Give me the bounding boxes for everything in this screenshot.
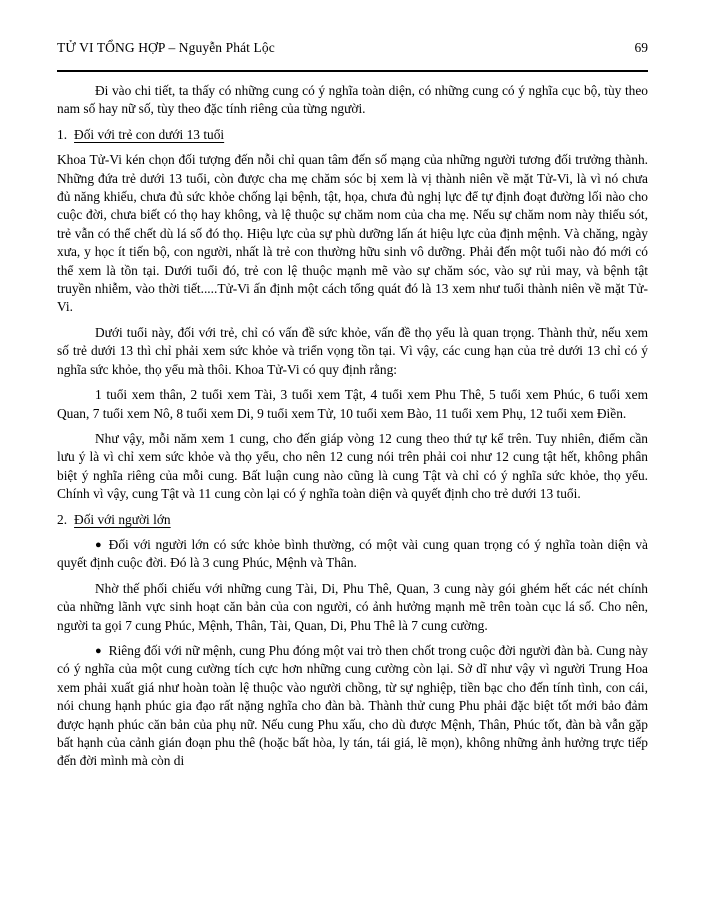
section-2-number: 2. — [57, 511, 68, 527]
page-body — [57, 82, 648, 771]
section-2-paragraph-3-text: Riêng đối với nữ mệnh, cung Phu đóng một vai trò then chốt trong cuộc đời người đàn bà. Cung này có ý nghĩa của một cung cường tích cực hơn những cung cường còn lại. Sở dĩ như vậy vì người Trung Hoa xem phải xuất giá như hoàn toàn lệ thuộc vào người chồng, từ sự nghiệp, tiền bạc cho đến tính tình, con cái, nói chung hạnh phúc gia đạo rất nặng nghĩa cho đàn bà. Thành thử cung Phu phải đặc biệt tốt mới bảo đảm được hạnh phúc căn bản của phụ nữ. Nếu cung Phu xấu, cho dù được Mệnh, Thân, Phúc tốt, đàn bà vẫn gặp bất hạnh của cảnh gián đoạn phu thê (hoặc bất hòa, ly tán, tái giá, lẽ mọn), không những ảnh hưởng trực tiếp đến đời mình mà còn di — [57, 642, 648, 769]
section-1-number: 1. — [57, 126, 68, 142]
section-1-paragraph-1: Khoa Tử-Vi kén chọn đối tượng đến nỗi chỉ quan tâm đến số mạng của những người tương đối trưởng thành. Những đứa trẻ dưới 13 tuổi, còn được cha mẹ chăm sóc bị xem là vị thành niên về mặt Tử-Vi, là vì nó chưa đủ năng khiếu, chưa đủ sức khỏe chống lại bệnh, tật, họa, chưa đủ nghị lực để tự định đoạt đường lối nào cho cuộc đời, chưa biết có thọ hay không, và lệ thuộc sự chăm nom của cha mẹ. Nếu sự chăm nom này thiếu sót, trẻ vẫn có thể chết dù lá số đó thọ. Hiệu lực của sự phù dưỡng lấn át hiệu lực của định mệnh. Và chăng, ngày xưa, y học ít tiến bộ, con người, nhất là trẻ con thường hữu sinh vô dưỡng. Phải đến một tuổi nào đó mới có thể xem là tồn tại. Dưới tuổi đó, trẻ con lệ thuộc mạnh mẽ vào sự chăm sóc, vào sự rủi may, và bệnh tật truyền nhiễm, vào thời tiết.....Tử-Vi ấn định một cách tổng quát đó là 13 xem như tuổi thành niên về mặt Tử-Vi. — [57, 152, 648, 315]
section-2-paragraph-3 — [57, 642, 648, 771]
book-title: TỬ VI TỔNG HỢP – Nguyễn Phát Lộc — [57, 40, 275, 55]
section-1-heading — [57, 126, 648, 144]
section-2-paragraph-2: Nhờ thế phối chiếu với những cung Tài, Di, Phu Thê, Quan, 3 cung này gói ghém hết các nét chính của những lãnh vực sinh hoạt căn bản của con người, có ảnh hưởng mạnh mẽ trên toàn cục lá số. Cho nên, người ta gọi 7 cung Phúc, Mệnh, Thân, Tài, Quan, Di, Phu Thê là 7 cung cường. — [57, 580, 648, 633]
bullet-icon: ● — [95, 538, 102, 551]
section-1-paragraph-2: Dưới tuổi này, đối với trẻ, chỉ có vấn đề sức khỏe, vấn đề thọ yểu là quan trọng. Thành thử, nếu xem số trẻ dưới 13 thì chỉ phải xem sức khỏe và triển vọng tồn tại. Vì vậy, các cung hạn của trẻ dưới 13 chỉ có ý nghĩa sức khỏe, thọ yểu mà thôi. Khoa Tử-Vi có quy định rằng: — [57, 324, 648, 377]
header-rule — [57, 70, 648, 72]
section-1-paragraph-3: 1 tuổi xem thân, 2 tuổi xem Tài, 3 tuổi xem Tật, 4 tuổi xem Phu Thê, 5 tuổi xem Phúc, 6 tuổi xem Quan, 7 tuổi xem Nô, 8 tuổi xem Di, 9 tuổi xem Tử, 10 tuổi xem Bào, 11 tuổi xem Phụ, 12 tuổi xem Điền. — [57, 387, 648, 421]
section-2-heading — [57, 511, 648, 529]
section-1-title: Đối với trẻ con dưới 13 tuổi — [74, 126, 225, 142]
section-1-paragraph-4: Như vậy, mỗi năm xem 1 cung, cho đến giáp vòng 12 cung theo thứ tự kể trên. Tuy nhiên, điểm cần lưu ý là vì chỉ xem sức khỏe và thọ yểu, cho nên 12 cung nói trên phải coi như 12 cung tật hết, không phân biệt ý nghĩa riêng của mỗi cung. Bất luận cung nào cũng là cung Tật và chỉ có ý nghĩa sức khỏe, thọ yểu. Chính vì vậy, cung Tật và 11 cung còn lại có ý nghĩa toàn diện và quyết định cho trẻ dưới 13 tuổi. — [57, 430, 648, 502]
bullet-icon: ● — [95, 644, 102, 657]
paragraph-intro: Đi vào chi tiết, ta thấy có những cung có ý nghĩa toàn diện, có những cung có ý nghĩa cục bộ, tùy theo nam số hay nữ số, tùy theo đặc tính riêng của từng người. — [57, 83, 648, 117]
page-header — [57, 40, 648, 56]
section-2-title: Đối với người lớn — [74, 511, 171, 527]
page-number: 69 — [634, 40, 648, 55]
section-2-paragraph-1 — [57, 536, 648, 573]
section-2-paragraph-1-text: Đối với người lớn có sức khỏe bình thường, có một vài cung quan trọng có ý nghĩa toàn diện và quyết định cuộc đời. Đó là 3 cung Phúc, Mệnh và Thân. — [57, 536, 648, 571]
